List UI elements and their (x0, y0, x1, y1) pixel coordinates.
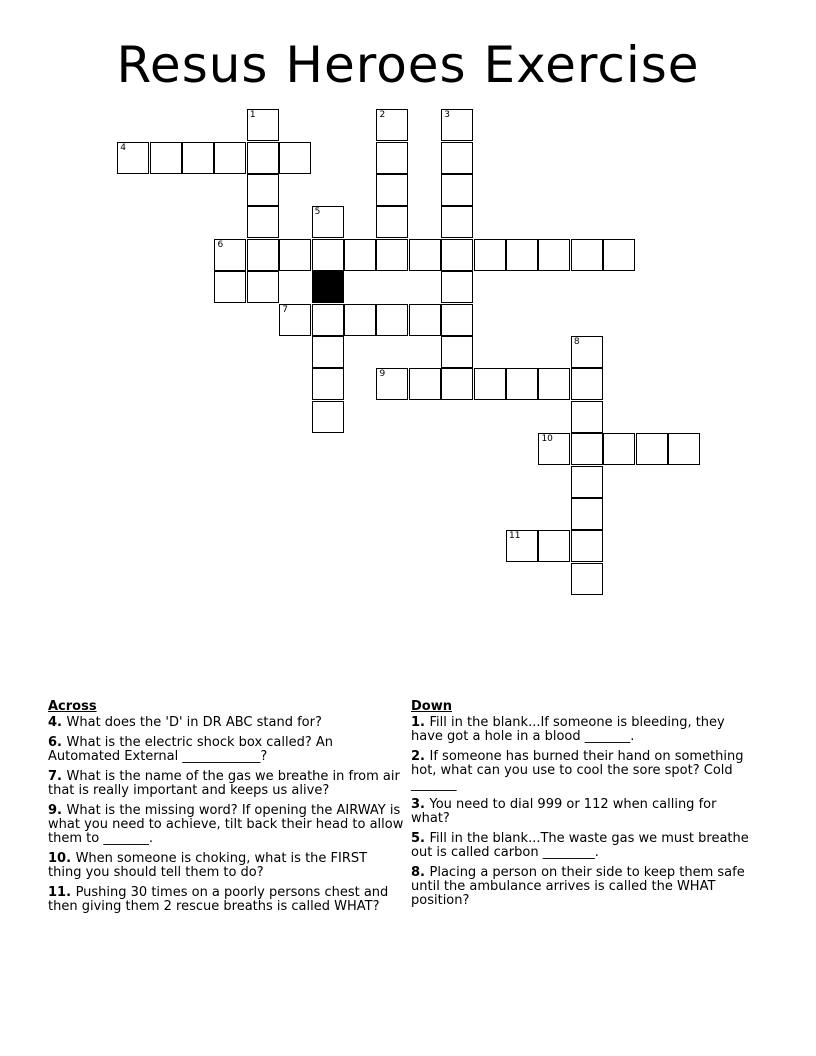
grid-cell[interactable] (376, 142, 408, 174)
down-clues (411, 700, 751, 914)
clue-text: You need to dial 999 or 112 when calling for what? (411, 797, 717, 826)
page-title: Resus Heroes Exercise (116, 36, 700, 94)
grid-cell[interactable] (441, 271, 473, 303)
down-heading: Down (411, 699, 452, 714)
grid-cell[interactable] (571, 466, 603, 498)
clue-number: 5 (314, 207, 321, 218)
grid-cell[interactable] (474, 239, 506, 271)
across-clue-7: 7. What is the name of the gas we breathe in from air that is really important and keeps us alive? (48, 769, 400, 798)
clue-text: Placing a person on their side to keep them safe until the ambulance arrives is called the WHAT position? (411, 865, 745, 908)
grid-cell[interactable] (247, 271, 279, 303)
across-heading: Across (48, 699, 97, 714)
clue-text: What is the missing word? If opening the AIRWAY is what you need to achieve, tilt back their head to allow them to _______. (48, 803, 404, 846)
grid-cell[interactable] (636, 433, 668, 465)
down-clue-list (411, 716, 751, 908)
grid-cell[interactable] (441, 174, 473, 206)
clue-text: Fill in the blank...If someone is bleeding, they have got a hole in a blood _______. (411, 715, 725, 744)
grid-cell[interactable] (441, 142, 473, 174)
grid-cell[interactable] (538, 368, 570, 400)
grid-cell[interactable] (571, 563, 603, 595)
clue-number: 10 (541, 434, 553, 445)
clue-number: 2 (379, 110, 386, 121)
grid-cell[interactable] (571, 401, 603, 433)
grid-cell[interactable] (474, 368, 506, 400)
grid-cell[interactable] (571, 336, 603, 368)
grid-cell[interactable] (441, 368, 473, 400)
grid-cell[interactable] (344, 304, 376, 336)
grid-cell[interactable] (668, 433, 700, 465)
grid-cell[interactable] (279, 142, 311, 174)
clue-text: Pushing 30 times on a poorly persons chest and then giving them 2 rescue breaths is called WHAT? (48, 885, 389, 914)
clue-text: What is the electric shock box called? An Automated External ____________? (48, 735, 334, 764)
clue-text: When someone is choking, what is the FIRST thing you should tell them to do? (48, 851, 368, 880)
clue-number: 1 (249, 110, 256, 121)
clue-num: 6 (48, 735, 58, 750)
clue-num: 4 (48, 715, 58, 730)
clue-text: What is the name of the gas we breathe in from air that is really important and keeps us alive? (48, 769, 400, 798)
across-clues (48, 700, 404, 920)
grid-cell[interactable] (247, 239, 279, 271)
grid-cell[interactable] (376, 304, 408, 336)
grid-cell[interactable] (117, 142, 149, 174)
grid-cell[interactable] (441, 109, 473, 141)
clue-num: 1 (411, 715, 421, 730)
grid-cell[interactable] (312, 336, 344, 368)
grid-cell[interactable] (312, 239, 344, 271)
across-clue-11: 11. Pushing 30 times on a poorly persons chest and then giving them 2 rescue breaths is called WHAT? (48, 885, 389, 914)
grid-cell[interactable] (214, 142, 246, 174)
grid-cell[interactable] (312, 206, 344, 238)
grid-cell[interactable] (571, 530, 603, 562)
down-clue-2: 2. If someone has burned their hand on something hot, what can you use to cool the sore spot? Cold _______ (411, 749, 744, 792)
grid-cell[interactable] (279, 239, 311, 271)
clue-number: 8 (573, 337, 580, 348)
grid-cell[interactable] (441, 304, 473, 336)
grid-cell[interactable] (603, 433, 635, 465)
grid-cell[interactable] (506, 530, 538, 562)
grid-cell[interactable] (506, 368, 538, 400)
grid-cell[interactable] (344, 239, 376, 271)
across-clue-4: 4. What does the 'D' in DR ABC stand for? (48, 715, 322, 730)
clue-text: Fill in the blank...The waste gas we must breathe out is called carbon ________. (411, 831, 749, 860)
across-clue-6: 6. What is the electric shock box called? An Automated External ____________? (48, 735, 334, 764)
grid-cell[interactable] (312, 368, 344, 400)
clue-num: 3 (411, 797, 421, 812)
grid-cell[interactable] (247, 109, 279, 141)
clue-number: 7 (282, 304, 288, 315)
clue-num: 10 (48, 851, 67, 866)
grid-cell[interactable] (247, 206, 279, 238)
down-clue-8: 8. Placing a person on their side to keep them safe until the ambulance arrives is called the WHAT position? (411, 865, 745, 908)
clue-num: 7 (48, 769, 58, 784)
grid-cell[interactable] (603, 239, 635, 271)
grid-cell[interactable] (247, 142, 279, 174)
clue-num: 11 (48, 885, 67, 900)
grid-cell[interactable] (538, 239, 570, 271)
grid-cell[interactable] (409, 368, 441, 400)
clue-number: 11 (509, 531, 521, 542)
grid-cell[interactable] (182, 142, 214, 174)
clue-number: 9 (379, 369, 386, 380)
grid-cell[interactable] (409, 304, 441, 336)
clue-text: What does the 'D' in DR ABC stand for? (66, 715, 322, 730)
grid-cell[interactable] (441, 206, 473, 238)
grid-cell[interactable] (571, 239, 603, 271)
across-clue-list (48, 716, 404, 914)
clue-number: 4 (120, 142, 126, 153)
grid-cell[interactable] (214, 271, 246, 303)
grid-cell[interactable] (376, 239, 408, 271)
clue-text: If someone has burned their hand on something hot, what can you use to cool the sore spot? Cold _______ (411, 749, 744, 792)
grid-cell[interactable] (571, 433, 603, 465)
clue-num: 8 (411, 865, 421, 880)
clue-num: 2 (411, 749, 421, 764)
across-clue-10: 10. When someone is choking, what is the FIRST thing you should tell them to do? (48, 851, 368, 880)
grid-cell[interactable] (441, 336, 473, 368)
grid-cell[interactable] (214, 239, 246, 271)
grid-cell[interactable] (538, 530, 570, 562)
clue-number: 6 (217, 239, 224, 250)
clue-num: 5 (411, 831, 421, 846)
grid-cell[interactable] (571, 368, 603, 400)
grid-cell[interactable] (571, 498, 603, 530)
grid-cell[interactable] (312, 401, 344, 433)
grid-cell[interactable] (279, 304, 311, 336)
grid-cell[interactable] (376, 109, 408, 141)
black-square (312, 271, 344, 303)
grid-cell[interactable] (538, 433, 570, 465)
down-clue-1: 1. Fill in the blank...If someone is bleeding, they have got a hole in a blood _______. (411, 715, 725, 744)
grid-cell[interactable] (376, 368, 408, 400)
clue-number: 3 (444, 110, 450, 121)
grid-cell[interactable] (506, 239, 538, 271)
grid-cell[interactable] (247, 174, 279, 206)
grid-cell[interactable] (150, 142, 182, 174)
clue-num: 9 (48, 803, 58, 818)
down-clue-3: 3. You need to dial 999 or 112 when calling for what? (411, 797, 717, 826)
grid-cell[interactable] (312, 304, 344, 336)
grid-cell[interactable] (409, 239, 441, 271)
grid-cell[interactable] (441, 239, 473, 271)
down-clue-5: 5. Fill in the blank...The waste gas we must breathe out is called carbon ________. (411, 831, 749, 860)
grid-cell[interactable] (376, 206, 408, 238)
across-clue-9: 9. What is the missing word? If opening the AIRWAY is what you need to achieve, tilt back their head to allow them to _______. (48, 803, 404, 846)
grid-cell[interactable] (376, 174, 408, 206)
